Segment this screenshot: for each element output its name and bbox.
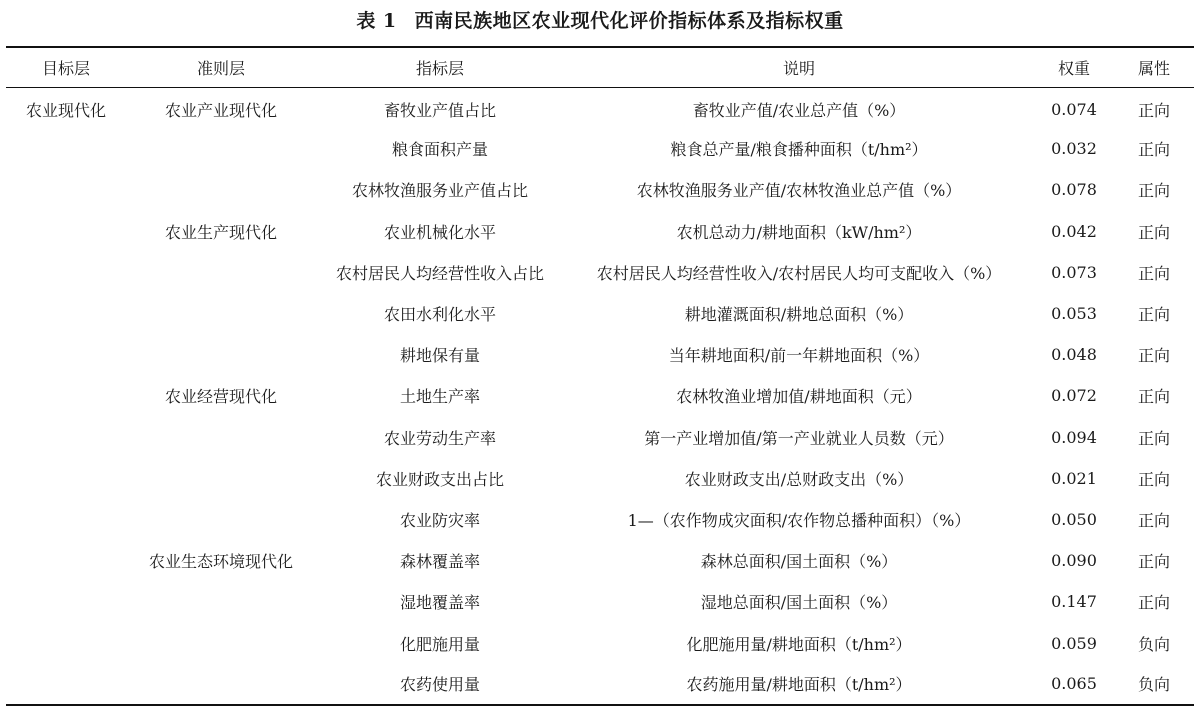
cell-description: 畜牧业产值/农业总产值（%） bbox=[692, 101, 906, 121]
cell-indicator: 农田水利化水平 bbox=[383, 305, 496, 325]
table-row bbox=[6, 499, 1194, 540]
cell-criterion: 农业产业现代化 bbox=[164, 101, 277, 121]
cell-indicator: 农药使用量 bbox=[316, 664, 564, 705]
cell-weight: 0.053 bbox=[1051, 304, 1097, 324]
table-caption bbox=[0, 6, 1200, 33]
cell-goal bbox=[6, 375, 126, 416]
indicator-table bbox=[6, 46, 1194, 706]
cell-criterion: 农业生产现代化 bbox=[164, 222, 277, 242]
table-row bbox=[6, 664, 1194, 705]
table-row bbox=[6, 458, 1194, 499]
header-weight: 权重 bbox=[1034, 47, 1114, 87]
cell-goal bbox=[6, 169, 126, 210]
cell-description: 农药施用量/耕地面积（t/hm²） bbox=[564, 664, 1034, 705]
cell-description: 粮食总产量/粮食播种面积（t/hm²） bbox=[670, 140, 928, 160]
cell-indicator: 农业劳动生产率 bbox=[383, 428, 496, 448]
cell-goal bbox=[6, 334, 126, 375]
table-row bbox=[6, 417, 1194, 458]
cell-weight: 0.059 bbox=[1051, 633, 1097, 653]
cell-weight: 0.078 bbox=[1051, 180, 1097, 200]
cell-weight: 0.094 bbox=[1051, 427, 1097, 447]
cell-attribute: 正向 bbox=[1137, 552, 1170, 572]
table-row bbox=[6, 293, 1194, 334]
header-indicator: 指标层 bbox=[316, 47, 564, 87]
cell-criterion bbox=[126, 622, 316, 663]
cell-goal bbox=[6, 458, 126, 499]
header-attribute: 属性 bbox=[1114, 47, 1194, 87]
cell-weight: 0.074 bbox=[1051, 100, 1097, 120]
cell-description: 农林牧渔业增加值/耕地面积（元） bbox=[676, 387, 922, 407]
cell-description: 湿地总面积/国土面积（%） bbox=[700, 593, 898, 613]
table-row bbox=[6, 128, 1194, 169]
cell-weight: 0.147 bbox=[1051, 592, 1097, 612]
cell-goal bbox=[6, 622, 126, 663]
table-row bbox=[6, 581, 1194, 622]
cell-weight: 0.073 bbox=[1051, 262, 1097, 282]
cell-indicator: 森林覆盖率 bbox=[399, 552, 480, 572]
cell-description: 农机总动力/耕地面积（kW/hm²） bbox=[676, 222, 922, 242]
table-row bbox=[6, 622, 1194, 663]
cell-description: 农业财政支出/总财政支出（%） bbox=[684, 469, 914, 489]
cell-indicator: 湿地覆盖率 bbox=[399, 593, 480, 613]
cell-weight: 0.048 bbox=[1051, 345, 1097, 365]
cell-criterion bbox=[126, 581, 316, 622]
table-number: 表 1 bbox=[356, 10, 397, 32]
cell-criterion bbox=[126, 293, 316, 334]
cell-criterion bbox=[126, 458, 316, 499]
cell-indicator: 畜牧业产值占比 bbox=[383, 101, 496, 121]
cell-attribute: 负向 bbox=[1137, 634, 1170, 654]
cell-weight: 0.090 bbox=[1051, 551, 1097, 571]
cell-indicator: 粮食面积产量 bbox=[391, 140, 488, 160]
table-body bbox=[6, 87, 1194, 705]
cell-weight: 0.050 bbox=[1051, 509, 1097, 529]
cell-indicator: 农业机械化水平 bbox=[383, 222, 496, 242]
cell-goal bbox=[6, 417, 126, 458]
cell-attribute: 正向 bbox=[1137, 510, 1170, 530]
cell-attribute: 正向 bbox=[1137, 305, 1170, 325]
cell-description: 森林总面积/国土面积（%） bbox=[700, 552, 898, 572]
cell-goal bbox=[6, 581, 126, 622]
table-row bbox=[6, 211, 1194, 252]
table-row bbox=[6, 252, 1194, 293]
table-row bbox=[6, 375, 1194, 416]
cell-attribute: 正向 bbox=[1137, 181, 1170, 201]
cell-criterion bbox=[126, 334, 316, 375]
cell-indicator: 农业防灾率 bbox=[399, 510, 480, 530]
cell-weight: 0.072 bbox=[1051, 386, 1097, 406]
cell-criterion: 农业经营现代化 bbox=[164, 387, 277, 407]
cell-criterion bbox=[126, 499, 316, 540]
header-goal: 目标层 bbox=[6, 47, 126, 87]
cell-goal bbox=[6, 211, 126, 252]
table-row bbox=[6, 540, 1194, 581]
cell-indicator: 化肥施用量 bbox=[399, 634, 480, 654]
cell-attribute: 正向 bbox=[1137, 469, 1170, 489]
cell-weight: 0.032 bbox=[1051, 139, 1097, 159]
cell-attribute: 正向 bbox=[1137, 593, 1170, 613]
table-row bbox=[6, 169, 1194, 210]
cell-weight: 0.021 bbox=[1051, 468, 1097, 488]
header-criterion: 准则层 bbox=[126, 47, 316, 87]
cell-indicator: 土地生产率 bbox=[399, 387, 480, 407]
cell-attribute: 正向 bbox=[1137, 140, 1170, 160]
cell-description: 农村居民人均经营性收入/农村居民人均可支配收入（%） bbox=[596, 263, 1002, 283]
table-row bbox=[6, 87, 1194, 128]
cell-goal bbox=[6, 252, 126, 293]
cell-attribute: 正向 bbox=[1137, 428, 1170, 448]
cell-description: 1—（农作物成灾面积/农作物总播种面积）（%） bbox=[627, 510, 971, 530]
cell-criterion bbox=[126, 169, 316, 210]
header-row bbox=[6, 47, 1194, 87]
cell-description: 耕地灌溉面积/耕地总面积（%） bbox=[684, 305, 914, 325]
cell-indicator: 农业财政支出占比 bbox=[375, 469, 504, 489]
cell-goal bbox=[6, 540, 126, 581]
cell-goal bbox=[6, 664, 126, 705]
table-row bbox=[6, 334, 1194, 375]
cell-weight: 0.042 bbox=[1051, 221, 1097, 241]
cell-attribute: 正向 bbox=[1137, 387, 1170, 407]
cell-indicator: 农村居民人均经营性收入占比 bbox=[335, 263, 544, 283]
cell-goal bbox=[6, 293, 126, 334]
cell-description: 化肥施用量/耕地面积（t/hm²） bbox=[686, 634, 912, 654]
cell-goal bbox=[6, 128, 126, 169]
cell-criterion: 农业生态环境现代化 bbox=[148, 552, 293, 572]
cell-criterion bbox=[126, 128, 316, 169]
cell-goal: 农业现代化 bbox=[25, 101, 106, 121]
cell-criterion bbox=[126, 664, 316, 705]
cell-criterion bbox=[126, 417, 316, 458]
cell-attribute: 正向 bbox=[1137, 222, 1170, 242]
cell-attribute: 正向 bbox=[1137, 263, 1170, 283]
cell-description: 农林牧渔服务业产值/农林牧渔业总产值（%） bbox=[636, 181, 962, 201]
cell-goal bbox=[6, 499, 126, 540]
cell-weight: 0.065 bbox=[1034, 664, 1114, 705]
cell-attribute: 正向 bbox=[1137, 346, 1170, 366]
cell-attribute: 负向 bbox=[1114, 664, 1194, 705]
cell-description: 当年耕地面积/前一年耕地面积（%） bbox=[668, 346, 930, 366]
cell-criterion bbox=[126, 252, 316, 293]
table-title: 西南民族地区农业现代化评价指标体系及指标权重 bbox=[414, 10, 844, 32]
cell-description: 第一产业增加值/第一产业就业人员数（元） bbox=[644, 428, 954, 448]
header-description: 说明 bbox=[564, 47, 1034, 87]
cell-indicator: 农林牧渔服务业产值占比 bbox=[351, 181, 528, 201]
cell-attribute: 正向 bbox=[1137, 101, 1170, 121]
cell-indicator: 耕地保有量 bbox=[399, 346, 480, 366]
